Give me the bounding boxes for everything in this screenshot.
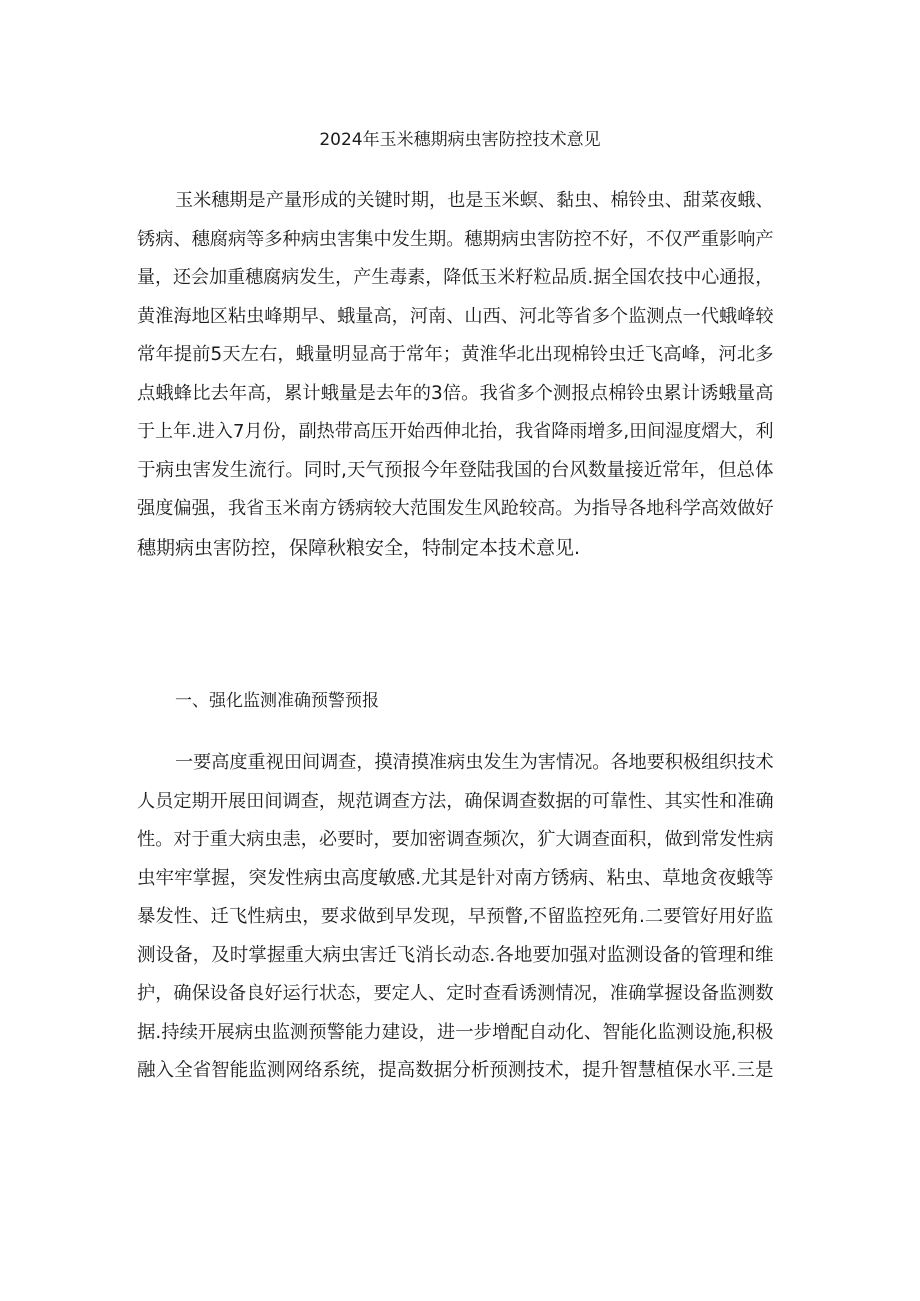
paragraph-line: 玉米穗期是产量形成的关键时期，也是玉米螟、黏虫、棉铃虫、甜菜夜蛾、 [175,190,774,211]
paragraph-line: 一要高度重视田间调查，摸清摸准病虫发生为害情况。各地要积极组织技术 [175,752,774,773]
section-paragraph [137,744,777,1091]
paragraph-line: 点蛾蜂比去年高，累计蛾量是去年的3倍。我省多个测报点棉铃虫累计诱蛾量高 [137,382,774,404]
paragraph-line: 穗期病虫害防控，保障秋粮安全，特制定本技术意见. [137,536,581,559]
intro-paragraph [137,182,777,567]
paragraph-line: 暴发性、迁飞性病虫，要求做到早发现，早预瞥,不留监控死角.二要管好用好监 [137,906,774,927]
paragraph-line: 强度偏强，我省玉米南方锈病较大范围发生风跄较高。为指导各地科学高效做好 [137,498,774,519]
paragraph-line: 护，确保设备良好运行状态，要定人、定时查看诱测情况，准确掌握设备监测数 [137,983,774,1004]
paragraph-line: 于病虫害发生流行。同时,天气预报今年登陆我国的台风数量接近常年，但总体 [137,459,774,481]
paragraph-line: 常年提前5天左右，蛾量明显高于常年；黄淮华北出现棉铃虫迁飞高峰，河北多 [137,344,774,365]
paragraph-line: 黄淮海地区粘虫峰期早、蛾量高，河南、山西、河北等省多个监测点一代蛾峰较 [137,305,774,327]
section-heading: 一、强化监测准确预警预报 [175,691,379,711]
paragraph-line: 虫牢牢掌握，突发性病虫高度敏感.尤其是针对南方锈病、粘虫、草地贪夜蛾等 [137,867,774,889]
paragraph-line: 人员定期开展田间调查，规范调查方法，确保调查数据的可靠性、其实性和准确 [137,790,774,812]
paragraph-line: 性。对于重大病虫恚，必要时，要加密调查频次，犷大调查面积，做到常发性病 [137,829,774,850]
paragraph-line: 融入全省智能监测网络系统，提高数据分析预测技术，提升智慧植保水平.三是 [137,1060,774,1081]
paragraph-line: 测设备，及时掌握重大病虫害迁飞消长动态.各地要加强对监测设备的管理和维 [137,944,774,966]
paragraph-line: 据.持续开展病虫监测预警能力建设，进一步增配自动化、智能化监测设施,积极 [137,1021,774,1043]
paragraph-line: 锈病、穗腐病等多种病虫害集中发生期。穗期病虫害防控不好，不仅严重影响产 [137,228,774,250]
document-title: 2024年玉米穗期病虫害防控技术意见 [319,130,601,150]
paragraph-line: 量，还会加重穗腐病发生，产生毒素，降低玉米籽粒品质.据全国农技中心通报， [137,267,774,288]
paragraph-line: 于上年.进入7月份，副热带高压开始西伸北抬，我省降雨增多,田间湿度熠大，利 [137,421,774,442]
